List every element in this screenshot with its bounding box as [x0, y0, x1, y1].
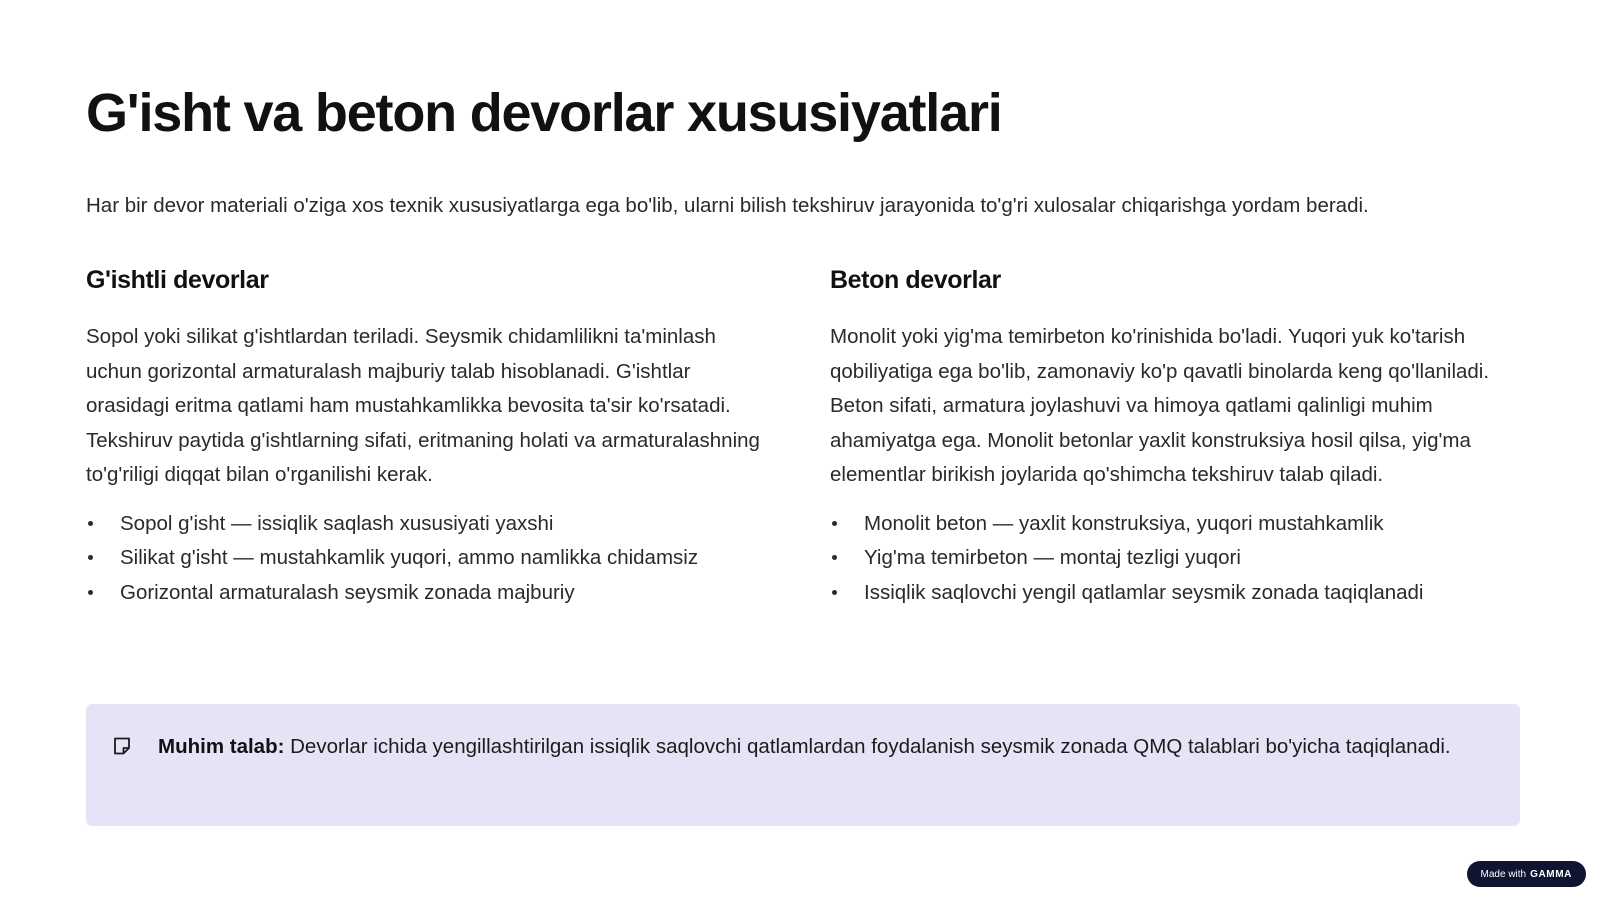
callout-body: Devorlar ichida yengillashtirilgan issiqlik saqlovchi qatlamlardan foydalanish seysmik zonada QMQ talablari bo'yicha taqiqlanadi.	[284, 735, 1451, 758]
bullet-dot-icon	[88, 590, 93, 595]
list-item-text: Gorizontal armaturalash seysmik zonada majburiy	[120, 580, 575, 604]
list-item	[830, 507, 1520, 542]
bullet-dot-icon	[88, 555, 93, 560]
list-item-text: Issiqlik saqlovchi yengil qatlamlar seysmik zonada taqiqlanadi	[864, 580, 1424, 604]
list-item	[830, 576, 1520, 611]
brick-walls-paragraph: Sopol yoki silikat g'ishtlardan teriladi. Seysmik chidamlilikni ta'minlash uchun gorizontal armaturalash majburiy talab hisoblanadi. G'ishtlar orasidagi eritma qatlami ham mustahkamlikka bevosita ta'sir ko'rsatadi. Tekshiruv paytida g'ishtlarning sifati, eritmaning holati va armaturalashning to'g'riligi diqqat bilan o'rganilishi kerak.	[86, 325, 760, 486]
brick-walls-heading: G'ishtli devorlar	[86, 266, 269, 294]
gamma-logo: GAMMA	[1530, 868, 1572, 880]
bullet-dot-icon	[88, 521, 93, 526]
bullet-dot-icon	[832, 521, 837, 526]
badge-prefix: Made with	[1480, 868, 1527, 880]
list-item-text: Monolit beton — yaxlit konstruksiya, yuqori mustahkamlik	[864, 511, 1384, 535]
callout-text	[158, 730, 1458, 765]
list-item	[830, 541, 1520, 576]
bullet-dot-icon	[832, 590, 837, 595]
list-item	[86, 507, 776, 542]
intro-text: Har bir devor materiali o'ziga xos texnik xususiyatlarga ega bo'lib, ularni bilish tekshiruv jarayonida to'g'ri xulosalar chiqarishga yordam beradi.	[86, 194, 1369, 217]
callout-label: Muhim talab:	[158, 735, 285, 758]
list-item-text: Yig'ma temirbeton — montaj tezligi yuqori	[864, 546, 1241, 569]
brick-walls-column	[86, 262, 776, 610]
list-item-text: Sopol g'isht — issiqlik saqlash xususiyati yaxshi	[120, 511, 554, 535]
made-with-gamma-badge[interactable]	[1467, 861, 1586, 887]
page-title: G'isht va beton devorlar xususiyatlari	[86, 83, 1002, 143]
concrete-walls-heading: Beton devorlar	[830, 266, 1001, 294]
list-item	[86, 541, 776, 576]
brick-walls-list	[86, 507, 776, 611]
important-requirement-callout	[86, 704, 1520, 826]
list-item	[86, 576, 776, 611]
concrete-walls-list	[830, 507, 1520, 611]
list-item-text: Silikat g'isht — mustahkamlik yuqori, ammo namlikka chidamsiz	[120, 546, 699, 569]
concrete-walls-paragraph: Monolit yoki yig'ma temirbeton ko'rinishida bo'ladi. Yuqori yuk ko'tarish qobiliyatiga ega bo'lib, zamonaviy ko'p qavatli binolarda keng qo'llaniladi. Beton sifati, armatura joylashuvi va himoya qatlami qalinligi muhim ahamiyatga ega. Monolit betonlar yaxlit konstruksiya hosil qilsa, yig'ma elementlar birikish joylarida qo'shimcha tekshiruv talab qiladi.	[830, 325, 1490, 486]
sticky-note-icon	[112, 736, 132, 756]
bullet-dot-icon	[832, 555, 837, 560]
concrete-walls-column	[830, 262, 1520, 610]
